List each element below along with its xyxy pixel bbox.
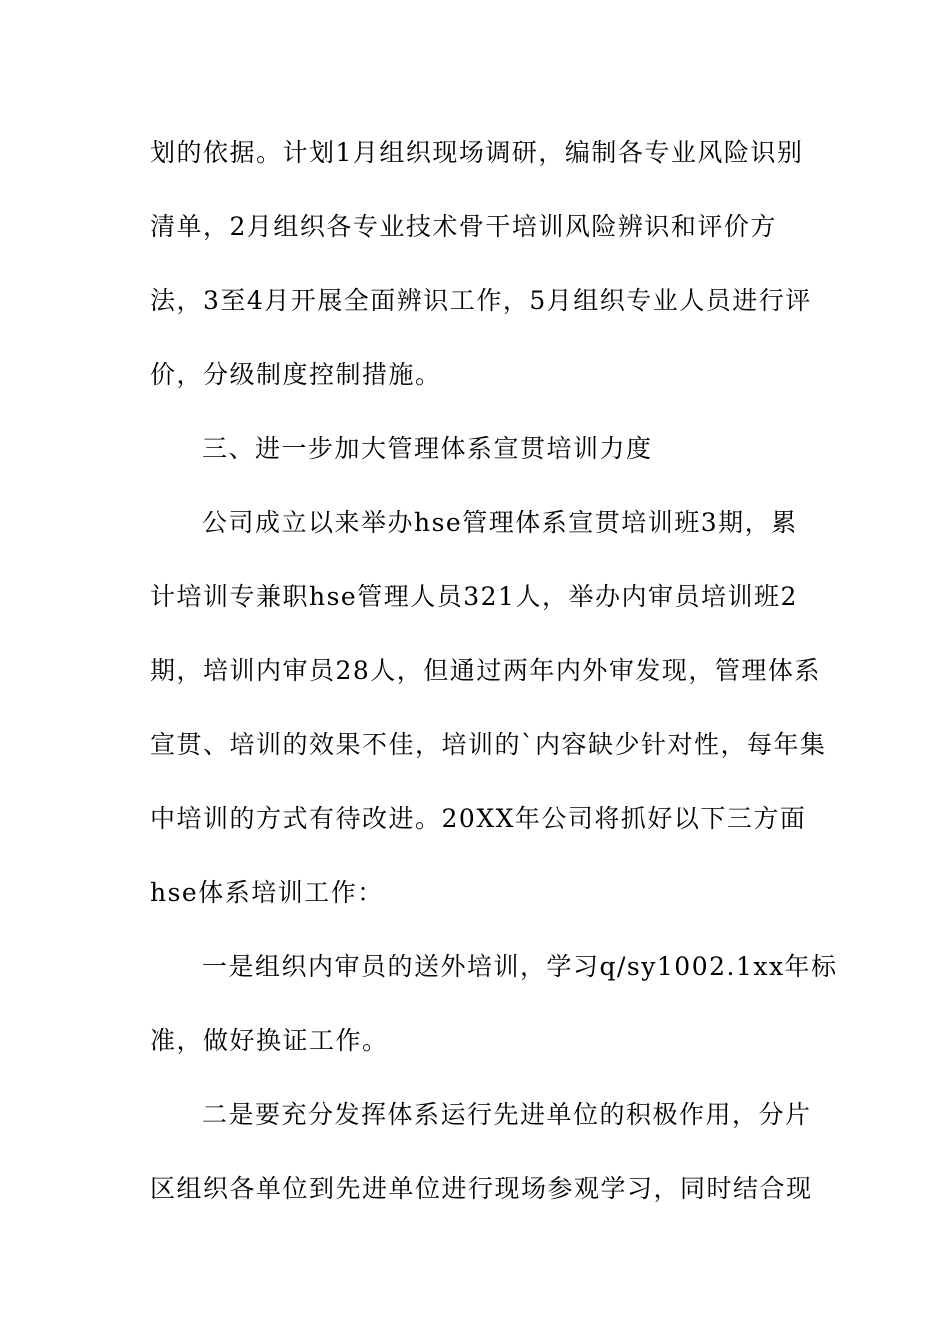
text-line: 法，3至4月开展全面辨识工作，5月组织专业人员进行评	[150, 286, 812, 315]
section-heading: 三、进一步加大管理体系宣贯培训力度	[202, 434, 653, 463]
text-line: 计培训专兼职hse管理人员321人，举办内审员培训班2	[150, 582, 798, 611]
text-line: 区组织各单位到先进单位进行现场参观学习，同时结合现	[150, 1174, 813, 1203]
text-line: 中培训的方式有待改进。20XX年公司将抓好以下三方面	[150, 804, 807, 833]
text-line: 期，培训内审员28人，但通过两年内外审发现，管理体系	[150, 656, 821, 685]
text-line: 公司成立以来举办hse管理体系宣贯培训班3期，累	[202, 508, 798, 537]
text-line: 二是要充分发挥体系运行先进单位的积极作用，分片	[202, 1100, 812, 1129]
text-line: 宣贯、培训的效果不佳，培训的`内容缺少针对性，每年集	[150, 730, 827, 759]
text-line: 价，分级制度控制措施。	[150, 360, 442, 389]
text-line: 清单，2月组织各专业技术骨干培训风险辨识和评价方	[150, 212, 777, 241]
text-line: hse体系培训工作：	[150, 878, 384, 907]
text-line: 划的依据。计划1月组织现场调研，编制各专业风险识别	[150, 138, 804, 167]
text-line: 一是组织内审员的送外培训，学习q/sy1002.1xx年标	[202, 952, 838, 981]
text-line: 准，做好换证工作。	[150, 1026, 389, 1055]
